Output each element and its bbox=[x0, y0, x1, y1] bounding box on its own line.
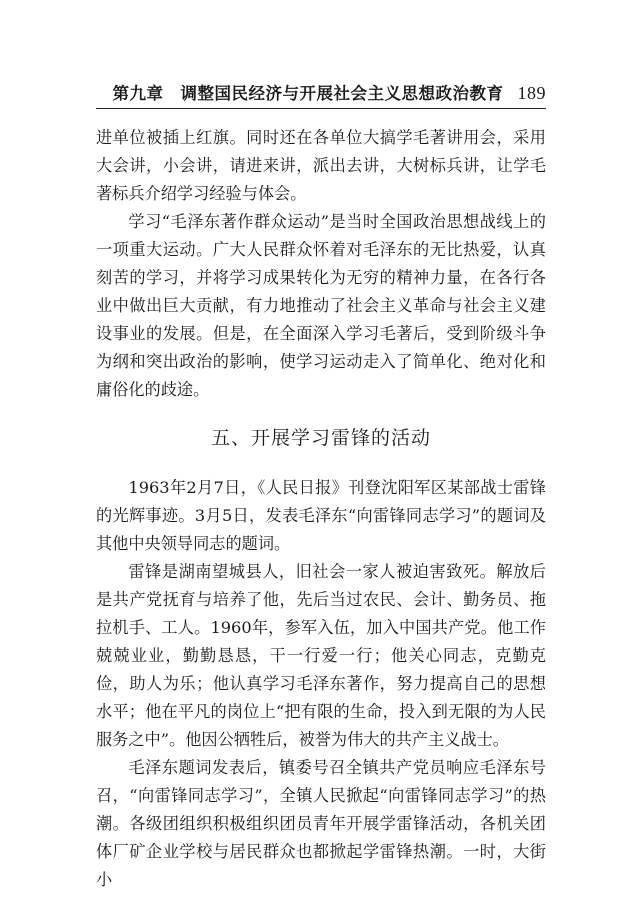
page-number: 189 bbox=[517, 83, 546, 103]
paragraph: 毛泽东题词发表后，镇委号召全镇共产党员响应毛泽东号召，“向雷锋同志学习”，全镇人民掀起“向雷锋同志学习”的热潮。各级团组织积极组织团员青年开展学雷锋活动，各机关团体厂矿企业学校与居民群众也都掀起学雷锋热潮。一时，大街小 bbox=[96, 758, 546, 889]
body-text bbox=[96, 124, 546, 894]
paragraph: 1963年2月7日，《人民日报》刊登沈阳军区某部战士雷锋的光辉事迹。3月5日，发表毛泽东“向雷锋同志学习”的题词及其他中央领导同志的题词。 bbox=[96, 478, 546, 553]
paragraph: 学习“毛泽东著作群众运动”是当时全国政治思想战线上的一项重大运动。广大人民群众怀着对毛泽东的无比热爱，认真刻苦的学习，并将学习成果转化为无穷的精神力量，在各行各业中做出巨大贡献，有力地推动了社会主义革命与社会主义建设事业的发展。但是，在全面深入学习毛著后，受到阶级斗争为纲和突出政治的影响，使学习运动走入了简单化、绝对化和庸俗化的歧途。 bbox=[96, 212, 546, 399]
chapter-title: 第九章 调整国民经济与开展社会主义思想政治教育 bbox=[112, 84, 504, 103]
header-rule bbox=[96, 108, 546, 109]
section-heading: 五、开展学习雷锋的活动 bbox=[210, 427, 431, 449]
running-header bbox=[96, 80, 546, 104]
paragraph: 雷锋是湖南望城县人，旧社会一家人被迫害致死。解放后是共产党抚育与培养了他，先后当过农民、会计、勤务员、拖拉机手、工人。1960年，参军入伍，加入中国共产党。他工作兢兢业业，勤勤恳恳，干一行爱一行；他关心同志，克勤克俭，助人为乐；他认真学习毛泽东著作，努力提高自己的思想水平；他在平凡的岗位上“把有限的生命，投入到无限的为人民服务之中”。他因公牺牲后，被誉为伟大的共产主义战士。 bbox=[96, 562, 546, 749]
paragraph: 进单位被插上红旗。同时还在各单位大搞学毛著讲用会，采用大会讲，小会讲，请进来讲，派出去讲，大树标兵讲，让学毛著标兵介绍学习经验与体会。 bbox=[96, 128, 546, 203]
